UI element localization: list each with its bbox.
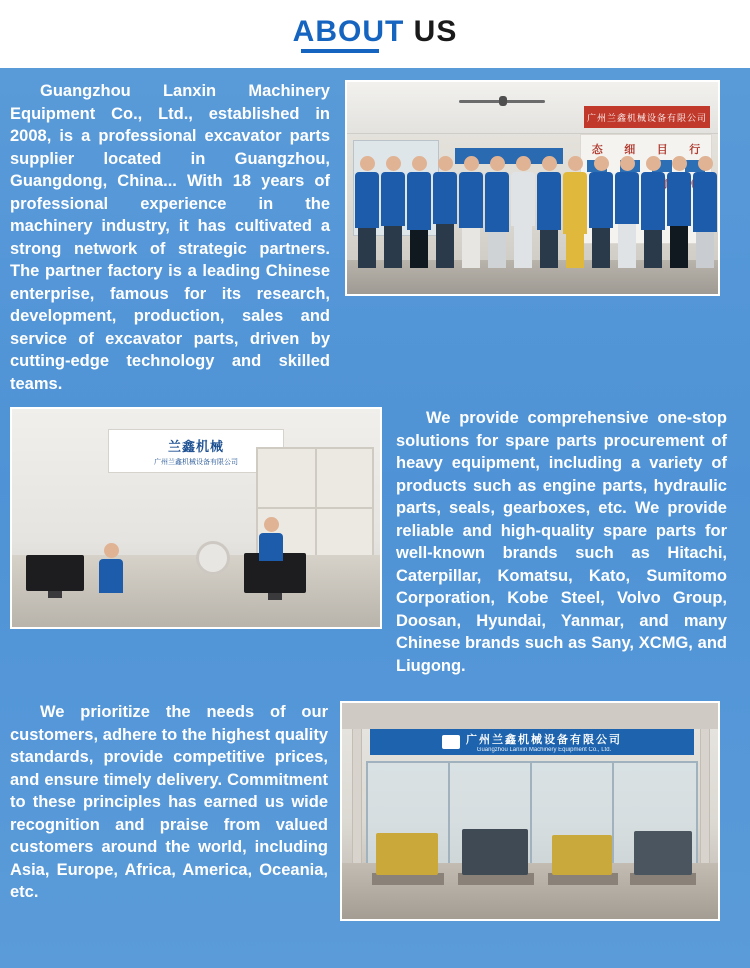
engine-unit <box>462 829 528 875</box>
warehouse-banner <box>370 729 694 755</box>
person <box>693 156 717 268</box>
engine-unit <box>376 833 438 875</box>
signboard-en: 广州兰鑫机械设备有限公司 <box>154 458 238 466</box>
commitment-text <box>10 701 340 904</box>
monitor <box>26 555 84 591</box>
page-title <box>293 15 458 53</box>
section-solutions <box>10 407 740 677</box>
engine-unit <box>552 835 612 875</box>
person <box>485 156 509 268</box>
company-logo-icon <box>442 735 460 749</box>
page-title-highlight: ABOUT <box>292 15 405 48</box>
warehouse-photo <box>340 701 720 921</box>
culture-word: 态 <box>591 144 603 156</box>
person <box>641 156 665 268</box>
staff-group <box>355 136 713 268</box>
culture-word: 细 <box>624 144 636 156</box>
ceiling-beam <box>342 703 718 729</box>
team-photo <box>345 80 720 296</box>
person <box>563 156 587 268</box>
signboard-cn: 兰鑫机械 <box>167 438 224 454</box>
warehouse-banner-cn: 广州兰鑫机械设备有限公司 <box>466 734 622 746</box>
engine-unit <box>634 831 692 875</box>
office-photo <box>10 407 382 629</box>
content-area <box>0 68 750 933</box>
section-commitment <box>10 701 740 921</box>
person <box>256 517 286 561</box>
person <box>719 156 720 268</box>
person <box>511 156 535 268</box>
commitment-body: We prioritize the needs of our customers, adhere to the highest quality standards, provide competitive prices, and ensure timely delivery. Commitment to these principles has earned us wide recognition and praise from valued customers around the world, including Asia, Europe, Africa, America, Oceania, etc. <box>10 703 328 901</box>
person <box>459 156 483 268</box>
person <box>589 156 613 268</box>
person <box>94 543 128 593</box>
culture-word: 目 <box>656 144 668 156</box>
person <box>667 156 691 268</box>
company-intro-text <box>10 80 340 395</box>
page-title-rest: US <box>404 15 458 48</box>
wall-banner: 广州兰鑫机械设备有限公司 <box>584 106 710 128</box>
person <box>381 156 405 268</box>
solutions-text <box>382 407 727 677</box>
desk-fan-icon <box>196 541 230 575</box>
title-underline <box>301 49 379 53</box>
company-intro-body: Guangzhou Lanxin Machinery Equipment Co., Ltd., established in 2008, is a professional excavator parts supplier located in Guangzhou, Guangdong, China... With 18 years of professional experience in the machinery industry, it has cultivated a strong network of strategic partners. The partner factory is a leading Chinese enterprise, famous for its research, development, production, sales and service of excavator parts, driven by cutting-edge technology and skilled teams. <box>10 82 330 393</box>
person <box>615 156 639 268</box>
ceiling-fan-icon <box>459 96 545 106</box>
section-company-intro <box>10 80 740 395</box>
person <box>537 156 561 268</box>
warehouse-banner-en: Guangzhou Lanxin Machinery Equipment Co., Ltd. <box>476 747 612 753</box>
solutions-body: We provide comprehensive one-stop solutions for spare parts procurement of heavy equipment, including a variety of products such as engine parts, hydraulic parts, seals, gearboxes, etc. We provide reliable and high-quality spare parts for well-known brands such as Hitachi, Caterpillar, Komatsu, Kato, Sumitomo Corporation, Kobe Steel, Volvo Group, Doosan, Hyundai, Yanmar, and many Chinese brands such as Sany, XCMG, and Liugong. <box>396 409 727 675</box>
person <box>355 156 379 268</box>
page-header <box>0 0 750 68</box>
culture-word: 行 <box>689 144 701 156</box>
person <box>407 156 431 268</box>
person <box>433 156 457 268</box>
